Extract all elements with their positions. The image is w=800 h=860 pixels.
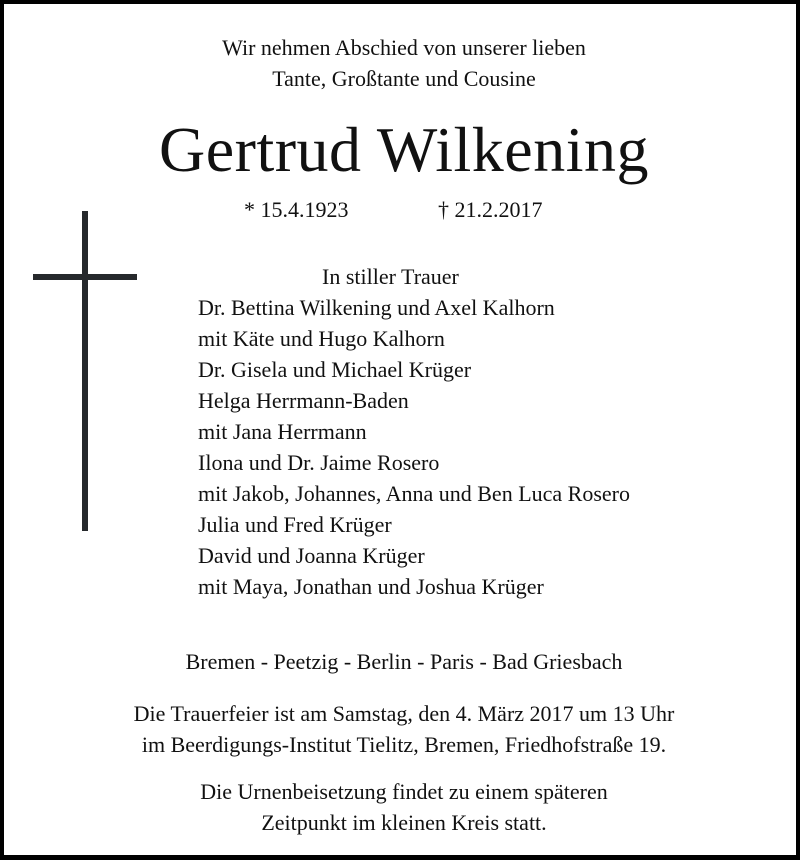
intro-line: Wir nehmen Abschied von unserer lieben — [222, 35, 586, 60]
urn-burial-info — [4, 776, 800, 838]
places-line: Bremen - Peetzig - Berlin - Paris - Bad Griesbach — [185, 649, 623, 674]
birth-date: * 15.4.1923 — [244, 197, 349, 222]
death-date: † 21.2.2017 — [438, 197, 543, 222]
mourner-line: Helga Herrmann-Baden — [198, 388, 409, 413]
funeral-line: im Beerdigungs-Institut Tielitz, Bremen, Friedhofstraße 19. — [141, 732, 667, 757]
mourner-line: mit Jakob, Johannes, Anna und Ben Luca Rosero — [198, 481, 630, 506]
mourning-title: In stiller Trauer — [322, 264, 459, 289]
mourner-line: Julia und Fred Krüger — [198, 512, 392, 537]
mourner-line: mit Käte und Hugo Kalhorn — [198, 326, 445, 351]
funeral-line: Die Trauerfeier ist am Samstag, den 4. März 2017 um 13 Uhr — [133, 701, 675, 726]
cross-vertical-bar — [82, 211, 88, 531]
mourner-line: Dr. Bettina Wilkening und Axel Kalhorn — [198, 295, 555, 320]
deceased-name: Gertrud Wilkening — [159, 114, 649, 185]
mourner-line: David und Joanna Krüger — [198, 543, 425, 568]
cross-horizontal-bar — [33, 274, 137, 280]
funeral-info — [4, 698, 800, 760]
urn-line: Zeitpunkt im kleinen Kreis statt. — [261, 810, 547, 835]
mourners-list — [198, 292, 630, 602]
mourner-line: Dr. Gisela und Michael Krüger — [198, 357, 472, 382]
urn-line: Die Urnenbeisetzung findet zu einem späteren — [200, 779, 608, 804]
intro-line: Tante, Großtante und Cousine — [272, 66, 536, 91]
mourner-line: Ilona und Dr. Jaime Rosero — [198, 450, 440, 475]
mourner-line: mit Jana Herrmann — [198, 419, 367, 444]
intro-text — [4, 32, 800, 94]
mourner-line: mit Maya, Jonathan und Joshua Krüger — [198, 574, 544, 599]
